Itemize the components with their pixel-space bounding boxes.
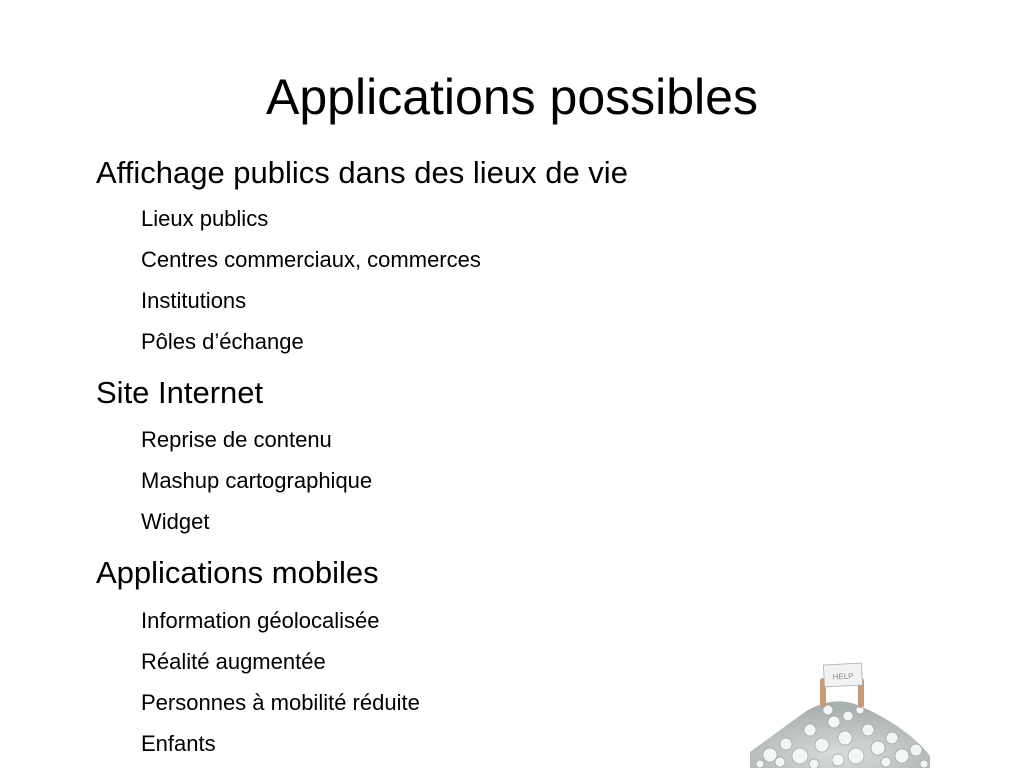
paper-pile-image [750,660,930,768]
sub-bullet: Widget [141,509,210,534]
sub-bullet: Information géolocalisée [141,608,380,633]
sub-bullet: Enfants [141,731,216,756]
sub-bullet: Pôles d’échange [141,329,304,354]
paper-pile-help-illustration [750,660,930,768]
bullet-section-applications-mobiles: Applications mobiles [96,555,379,590]
sub-bullet: Réalité augmentée [141,649,326,674]
sub-bullet: Centres commerciaux, commerces [141,247,481,272]
sub-bullet: Personnes à mobilité réduite [141,690,420,715]
sub-bullet: Lieux publics [141,206,269,231]
bullet-section-affichage: Affichage publics dans des lieux de vie [96,155,628,190]
sub-bullet: Institutions [141,288,247,313]
sub-bullet: Reprise de contenu [141,427,332,452]
help-sign-text: HELP [832,671,854,682]
sub-bullet: Mashup cartographique [141,468,373,493]
slide-title: Applications possibles [266,69,758,125]
bullet-section-site-internet: Site Internet [96,375,264,410]
